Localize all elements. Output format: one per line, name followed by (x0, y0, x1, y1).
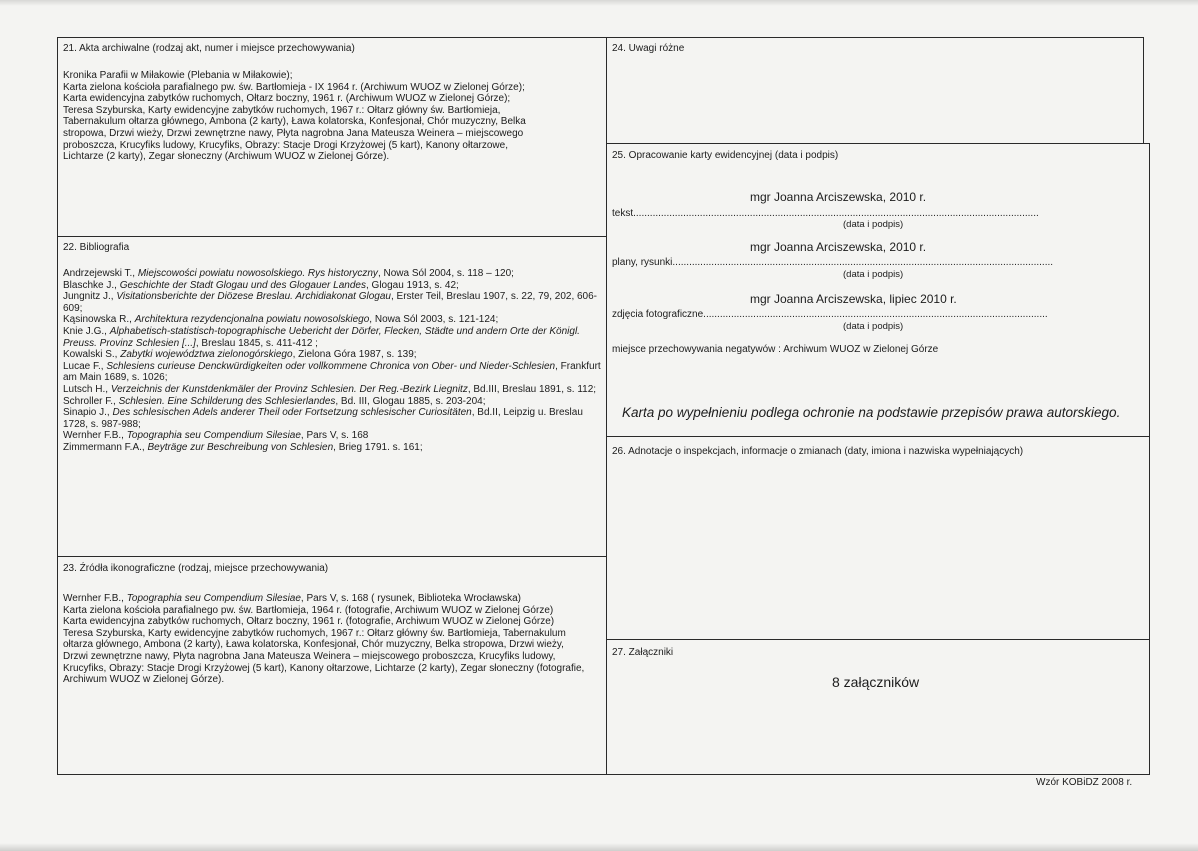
bibliography-entry: Kąsinowska R., Architektura rezydencjonalna powiatu nowosolskiego, Nowa Sól 2003, s. 121-124; (63, 314, 499, 326)
section-26-box (606, 436, 1150, 640)
iconography-entry: Teresa Szyburska, Karty ewidencyjne zabytków ruchomych, 1967 r.: Ołtarz główny św. Bartłomieja, Tabernakulum ołtarza głównego, Ambona (2 karty), Ława kolatorska, Konfesjonał, Chór muzyczny, Belka stropowa, Drzwi wieży, Drzwi zewnętrzne nawy, Płyta nagrobna Jana Mateusza Weinera – miejscowego proboszcza, Krucyfiks ludowy, Krucyfiks, Obrazy: Stacje Drogi Krzyżowej (5 kart), Kanony ołtarzowe, Lichtarze (2 karty), Zegar słoneczny (fotografie, Archiwum WUOZ w Zielonej Górze). (63, 627, 585, 686)
date-signature-hint: (data i podpis) (843, 269, 904, 280)
date-signature-hint: (data i podpis) (843, 219, 904, 230)
section-24-box (606, 37, 1144, 144)
archive-line: Karta ewidencyjna zabytków ruchomych, Ołtarz boczny, 1961 r. (Archiwum WUOZ w Zielonej Górze); (63, 93, 511, 105)
date-signature-hint: (data i podpis) (843, 321, 904, 332)
photos-author-signature: mgr Joanna Arciszewska, lipiec 2010 r. (750, 292, 957, 306)
section-27-box (606, 639, 1150, 775)
section-25-box (606, 143, 1150, 437)
bibliography-entry: Blaschke J., Geschichte der Stadt Glogau und des Glogauer Landes, Glogau 1913, s. 42; (63, 279, 459, 291)
bibliography-entry: Kowalski S., Zabytki województwa zielonogórskiego, Zielona Góra 1987, s. 139; (63, 349, 417, 361)
text-label: tekst.................................................................................................................................................. (612, 208, 1039, 219)
bibliography-entry: Andrzejewski T., Miejscowości powiatu nowosolskiego. Rys historyczny, Nowa Sól 2004, s. 118 – 120; (63, 268, 514, 279)
archive-line: Teresa Szyburska, Karty ewidencyjne zabytków ruchomych, 1967 r.: Ołtarz główny św. Bartłomieja, (63, 104, 501, 116)
scan-edge-bottom (0, 843, 1198, 851)
photos-label: zdjęcia fotograficzne............................................................................................................................ (612, 309, 1048, 320)
bibliography-entry: Jungnitz J., Visitationsberichte der Diözese Breslau. Archidiakonat Glogau, Erster Teil, Breslau 1907, s. 22, 79, 202, 606- 609; (63, 291, 598, 314)
archive-line: stropowa, Drzwi wieży, Drzwi zewnętrzne nawy, Płyta nagrobna Jana Mateusza Weinera – miejscowego (63, 127, 524, 139)
plans-author-signature: mgr Joanna Arciszewska, 2010 r. (750, 240, 927, 254)
section-26-title: 26. Adnotacje o inspekcjach, informacje o zmianach (daty, imiona i nazwiska wypełniających) (612, 446, 1024, 457)
archive-line: Lichtarze (2 karty), Zegar słoneczny (Archiwum WUOZ w Zielonej Górze). (63, 151, 390, 163)
section-23-title: 23. Źródła ikonograficzne (rodzaj, miejsce przechowywania) (63, 563, 329, 574)
bibliography-entry: Lutsch H., Verzeichnis der Kunstdenkmäler der Provinz Schlesien. Der Reg.-Bezirk Liegnitz, Bd.III, Breslau 1891, s. 112; (63, 383, 597, 395)
text-author-signature: mgr Joanna Arciszewska, 2010 r. (750, 190, 927, 204)
section-24-title: 24. Uwagi różne (612, 43, 685, 54)
iconography-entry: Karta zielona kościoła parafialnego pw. św. Bartłomieja, 1964 r. (fotografie, Archiwum WUOZ w Zielonej Górze) (63, 604, 554, 616)
plans-label: plany, rysunki......................................................................................................................................... (612, 257, 1054, 268)
archive-line: Kronika Parafii w Miłakowie (Plebania w Miłakowie); (63, 70, 293, 81)
iconography-entry: Karta ewidencyjna zabytków ruchomych, Ołtarz boczny, 1961 r. (fotografie, Archiwum WUOZ w Zielonej Górze) (63, 616, 555, 628)
bibliography-entry: Lucae F., Schlesiens curieuse Denckwürdigkeiten oder vollkommene Chronica von Ober- und Nieder-Schlesien, Frankfurt am Main 1689, s. 1026; (63, 360, 601, 384)
section-25-title: 25. Opracowanie karty ewidencyjnej (data i podpis) (612, 150, 839, 161)
archive-line: Tabernakulum ołtarza głównego, Ambona (2 karty), Ława kolatorska, Konfesjonał, Chór muzyczny, Belka (63, 116, 526, 128)
bibliography-entry: Wernher F.B., Topographia seu Compendium Silesiae, Pars V, s. 168 (63, 430, 369, 442)
section-21-content (63, 70, 599, 163)
bibliography-entry: Zimmermann F.A., Beyträge zur Beschreibung von Schlesien, Brieg 1791. s. 161; (63, 441, 423, 453)
copyright-notice: Karta po wypełnieniu podlega ochronie na podstawie przepisów prawa autorskiego. (622, 405, 1121, 420)
bibliography-entry: Schroller F., Schlesien. Eine Schilderung des Schlesierlandes, Bd. III, Glogau 1885, s. 203-204; (63, 395, 486, 407)
section-21-title: 21. Akta archiwalne (rodzaj akt, numer i miejsce przechowywania) (63, 43, 355, 54)
archive-line: proboszcza, Krucyfiks ludowy, Krucyfiks, Obrazy: Stacje Drogi Krzyżowej (5 kart), Kanony ołtarzowe, (63, 139, 508, 151)
section-22-title: 22. Bibliografia (63, 242, 130, 253)
form-template-footer: Wzór KOBiDZ 2008 r. (1036, 777, 1133, 788)
attachments-count: 8 załączników (832, 674, 920, 690)
scan-edge-top (0, 0, 1198, 6)
bibliography-entry: Sinapio J., Des schlesischen Adels anderer Theil oder Fortsetzung schlesischer Curiositäten, Bd.II, Leipzig u. Breslau 1728, s. 987-988; (63, 407, 583, 430)
negatives-location: miejsce przechowywania negatywów : Archiwum WUOZ w Zielonej Górze (612, 344, 939, 355)
iconography-entry: Wernher F.B., Topographia seu Compendium Silesiae, Pars V, s. 168 ( rysunek, Biblioteka Wrocławska) (63, 593, 522, 604)
section-27-title: 27. Załączniki (612, 647, 674, 658)
archive-line: Karta zielona kościoła parafialnego pw. św. Bartłomieja - IX 1964 r. (Archiwum WUOZ w Zielonej Górze); (63, 81, 525, 93)
bibliography-list (63, 268, 601, 454)
bibliography-entry: Knie J.G., Alphabetisch-statistisch-topographische Uebericht der Dörfer, Flecken, Städte und andern Orte der Königl. Preuss. Provinz Schlesien [...], Breslau 1845, s. 411-412 ; (63, 325, 580, 349)
iconography-list (63, 593, 587, 686)
